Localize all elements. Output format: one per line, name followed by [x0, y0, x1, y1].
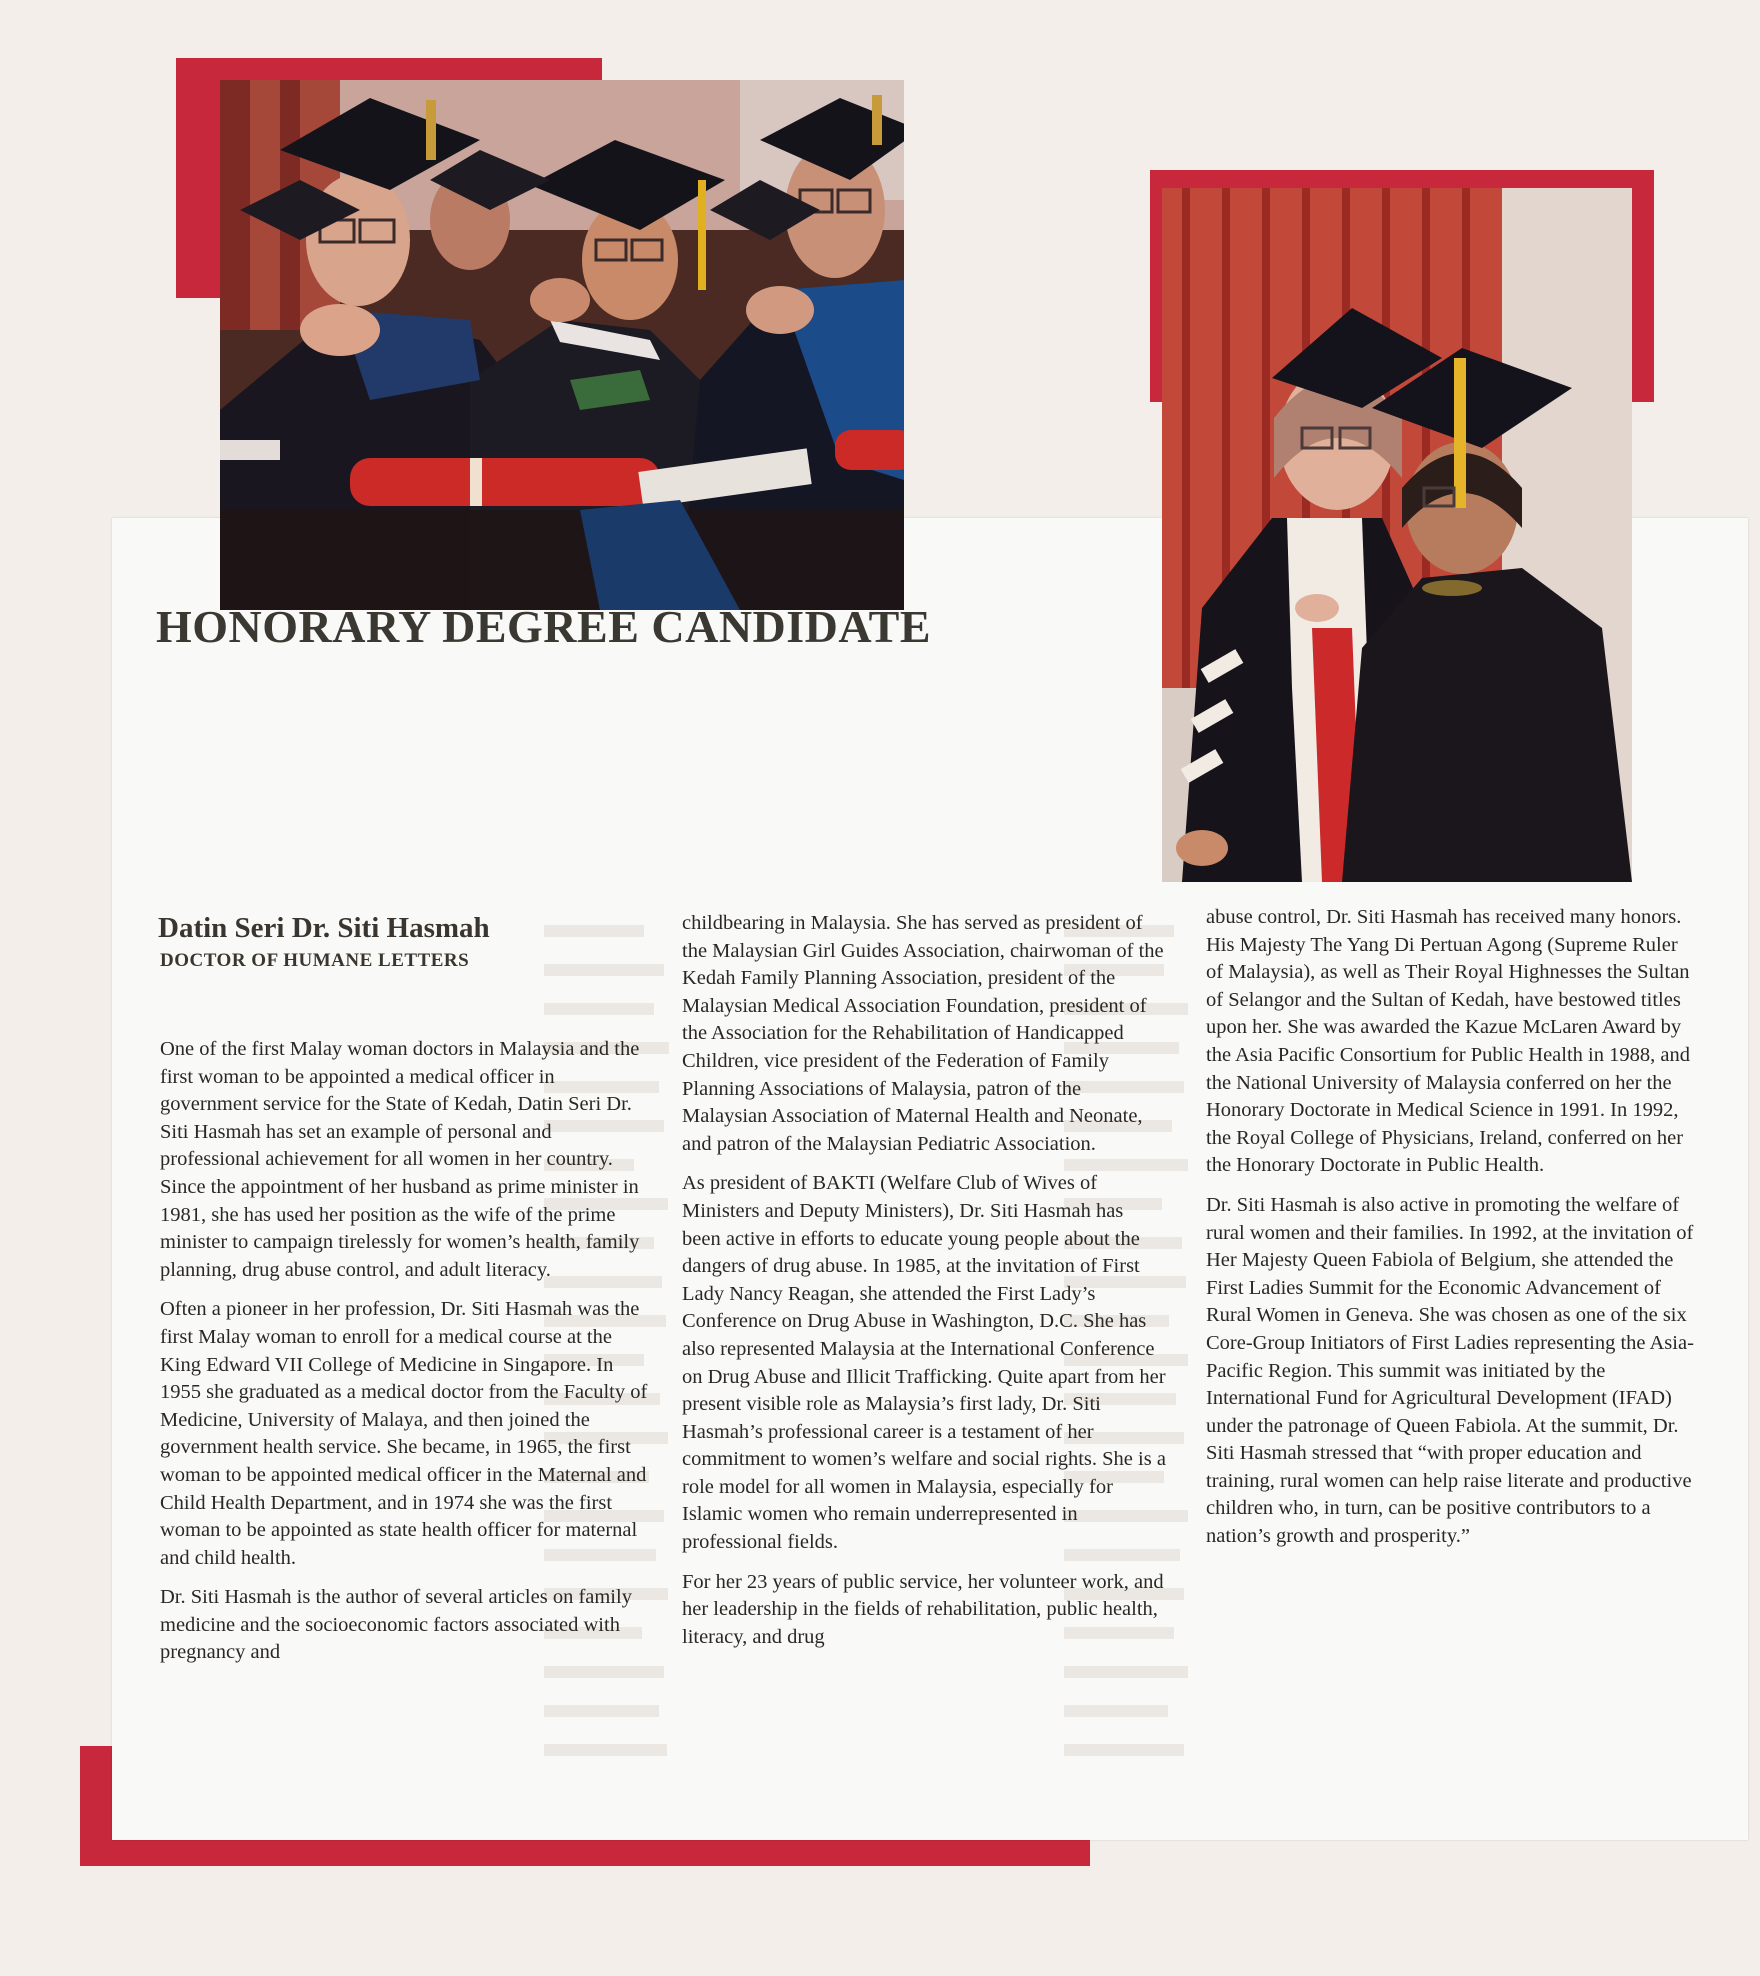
paragraph: Dr. Siti Hasmah is the author of several articles on family medicine and the socioeconomic factors associated with pregnancy and — [160, 1586, 632, 1664]
photo-ceremony-audience — [220, 80, 904, 610]
text-column-1 — [160, 1036, 655, 1679]
text-column-3 — [1206, 904, 1696, 1563]
paragraph: One of the first Malay woman doctors in Malaysia and the first woman to be appointed a medical officer in government service for the State of Kedah, Datin Seri Dr. Siti Hasmah has set an example of personal and professional achievement for all women in her country. Since the appointment of her husband as prime minister in 1981, she has used her position as the wife of the prime minister to campaign tirelessly for women’s health, family planning, drug abuse control, and adult literacy. — [160, 1038, 640, 1281]
text-column-2 — [682, 910, 1167, 1663]
paragraph: For her 23 years of public service, her volunteer work, and her leadership in the fields of rehabilitation, public health, literacy, and drug — [682, 1570, 1164, 1648]
paragraph: Often a pioneer in her profession, Dr. Siti Hasmah was the first Malay woman to enroll for a medical course at the King Edward VII College of Medicine in Singapore. In 1955 she graduated as a medical doctor from the Faculty of Medicine, University of Malaya, and then joined the government health service. She became, in 1965, the first woman to be appointed medical officer in the Maternal and Child Health Department, and in 1974 she was the first woman to be appointed as state health officer for maternal and child health. — [160, 1298, 648, 1569]
photo-hooding-ceremony — [1162, 188, 1632, 882]
page-title: HONORARY DEGREE CANDIDATE — [156, 601, 932, 652]
candidate-name: Datin Seri Dr. Siti Hasmah — [158, 912, 490, 944]
paragraph: As president of BAKTI (Welfare Club of Wives of Ministers and Deputy Ministers), Dr. Siti Hasmah has been active in efforts to educate young people about the dangers of drug abuse. In 1985, at the invitation of First Lady Nancy Reagan, she attended the First Lady’s Conference on Drug Abuse in Washington, D.C. She has also represented Malaysia at the International Conference on Drug Abuse and Illicit Trafficking. Quite apart from her present visible role as Malaysia’s first lady, Dr. Siti Hasmah’s professional career is a testament of her commitment to women’s welfare and social rights. She is a role model for all women in Malaysia, especially for Islamic women who remain underrepresented in professional fields. — [682, 1172, 1166, 1554]
paragraph: abuse control, Dr. Siti Hasmah has received many honors. His Majesty The Yang Di Pertuan Agong (Supreme Ruler of Malaysia), as well as Their Royal Highnesses the Sultan of Selangor and the Sultan of Kedah, have bestowed titles upon her. She was awarded the Kazue McLaren Award by the Asia Pacific Consortium for Public Health in 1988, and the National University of Malaysia conferred on her the Honorary Doctorate in Medical Science in 1991. In 1992, the Royal College of Physicians, Ireland, conferred on her the Honorary Doctorate in Public Health. — [1206, 906, 1690, 1177]
paragraph: Dr. Siti Hasmah is also active in promoting the welfare of rural women and their families. In 1992, at the invitation of Her Majesty Queen Fabiola of Belgium, she attended the First Ladies Summit for the Economic Advancement of Rural Women in Geneva. She was chosen as one of the six Core-Group Initiators of First Ladies representing the Asia-Pacific Region. This summit was initiated by the International Fund for Agricultural Development (IFAD) under the patronage of Queen Fabiola. At the summit, Dr. Siti Hasmah stressed that “with proper education and training, rural women can help raise literate and productive children who, in turn, can be positive contributors to a nation’s growth and prosperity.” — [1206, 1193, 1694, 1548]
candidate-degree: DOCTOR OF HUMANE LETTERS — [160, 950, 470, 971]
paragraph: childbearing in Malaysia. She has served as president of the Malaysian Girl Guides Association, chairwoman of the Kedah Family Planning Association, president of the Malaysian Medical Association Foundation, president of the Association for the Rehabilitation of Handicapped Children, vice president of the Federation of Family Planning Associations of Malaysia, patron of the Malaysian Association of Maternal Health and Neonate, and patron of the Malaysian Pediatric Association. — [682, 912, 1164, 1155]
